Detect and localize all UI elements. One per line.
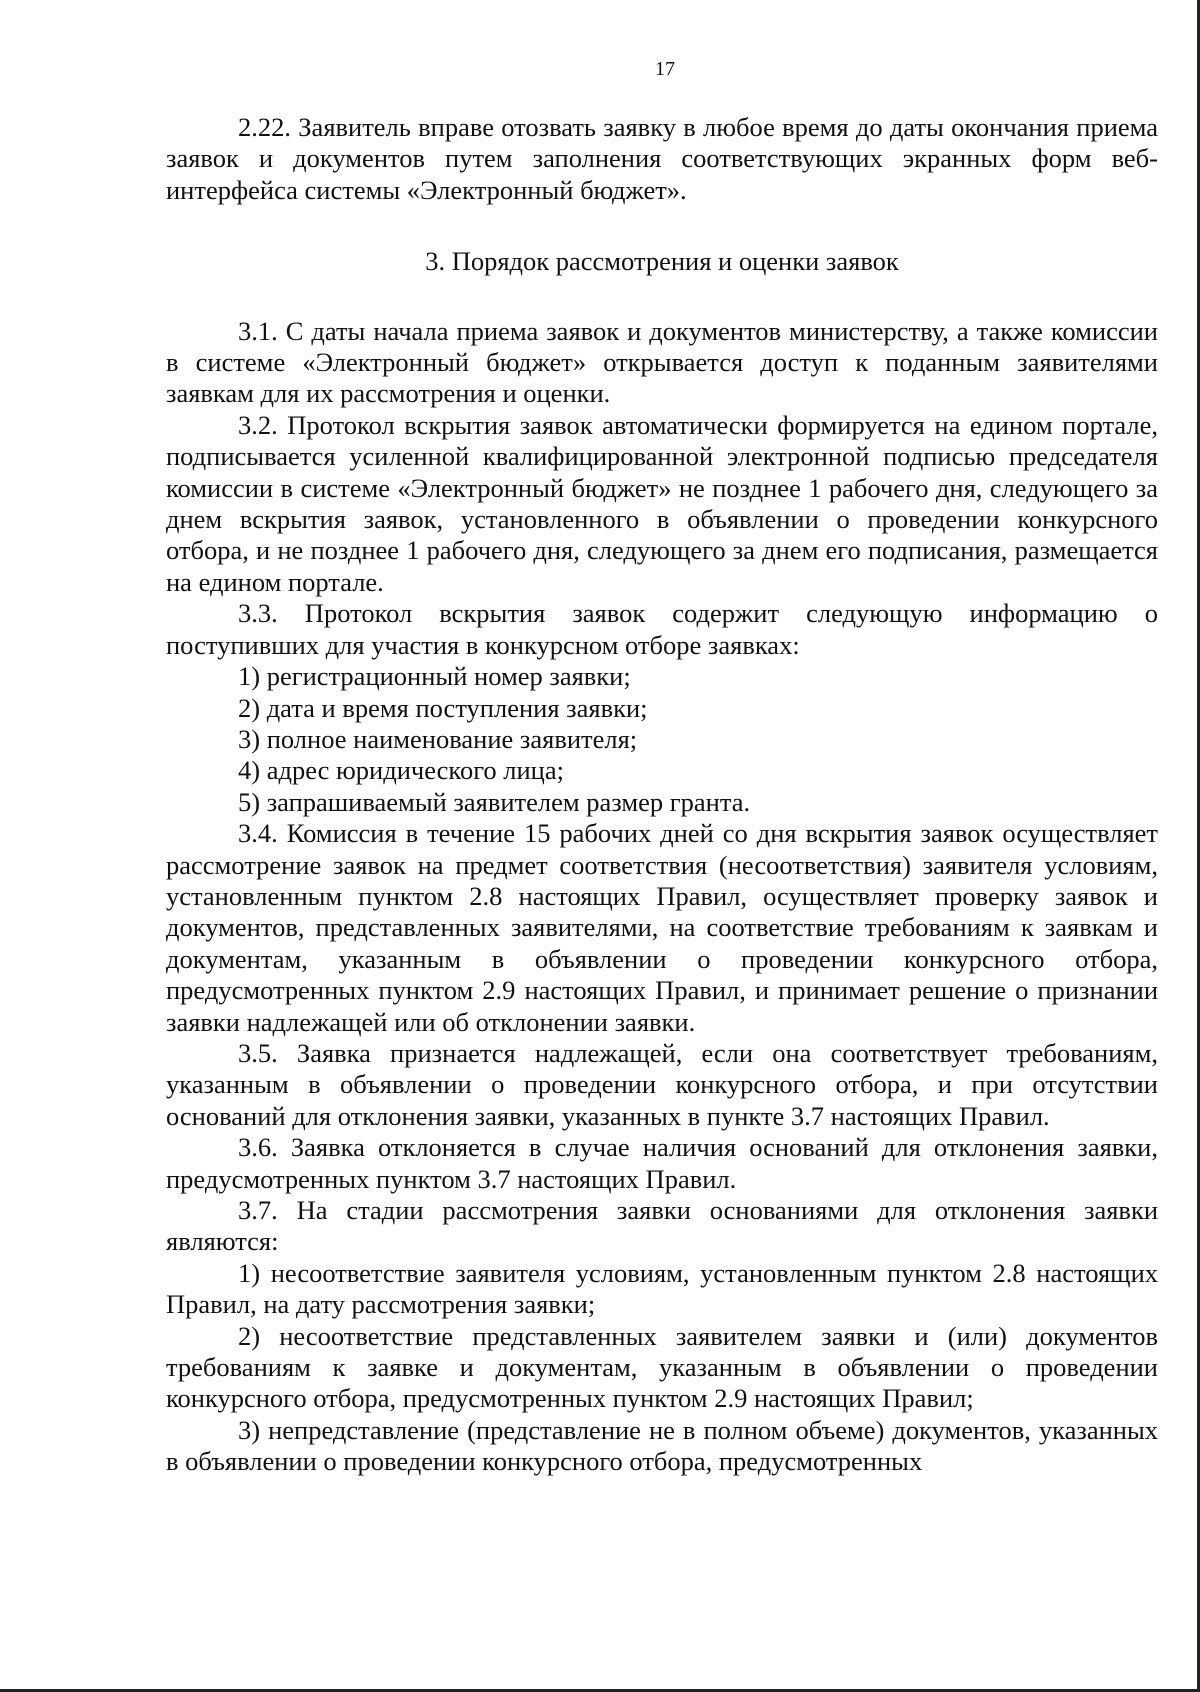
list-item-3-3-3: 3) полное наименование заявителя;: [238, 723, 638, 754]
paragraph-3-2: 3.2. Протокол вскрытия заявок автоматически формируется на едином портале, подписывается усиленной квалифицированной электронной подписью председателя комиссии в системе «Электронный бюджет» не позднее 1 рабочего дня, следующего за днем вскрытия заявок, установленного в объявлении о проведении конкурсного отбора, и не позднее 1 рабочего дня, следующего за днем его подписания, размещается на едином портале.: [166, 409, 1158, 597]
paragraph-3-5: 3.5. Заявка признается надлежащей, если она соответствует требованиям, указанным в объявлении о проведении конкурсного отбора, и при отсутствии оснований для отклонения заявки, указанных в пункте 3.7 настоящих Правил.: [166, 1037, 1158, 1131]
list-item-3-7-1: 1) несоответствие заявителя условиям, установленным пунктом 2.8 настоящих Правил, на дату рассмотрения заявки;: [166, 1257, 1158, 1320]
paragraph-3-1: 3.1. С даты начала приема заявок и документов министерству, а также комиссии в системе «Электронный бюджет» открывается доступ к поданным заявителями заявкам для их рассмотрения и оценки.: [166, 315, 1158, 409]
list-item-3-3-1: 1) регистрационный номер заявки;: [238, 661, 631, 692]
paragraph-3-7: 3.7. На стадии рассмотрения заявки основаниями для отклонения заявки являются:: [166, 1195, 1158, 1257]
page-number: 17: [655, 58, 675, 80]
list-item-3-3-2: 2) дата и время поступления заявки;: [238, 692, 648, 723]
section-heading: 3. Порядок рассмотрения и оценки заявок: [425, 246, 899, 277]
list-item-3-7-3: 3) непредставление (представление не в полном объеме) документов, указанных в объявлении о проведении конкурсного отбора, предусмотренных: [166, 1414, 1158, 1477]
list-item-3-3-5: 5) запрашиваемый заявителем размер гранта.: [238, 786, 751, 817]
list-item-3-7-2: 2) несоответствие представленных заявителем заявки и (или) документов требованиям к заявке и документам, указанным в объявлении о проведении конкурсного отбора, предусмотренных пунктом 2.9 настоящих Правил;: [166, 1320, 1158, 1414]
paragraph-2-22: 2.22. Заявитель вправе отозвать заявку в любое время до даты окончания приема заявок и документов путем заполнения соответствующих экранных форм веб-интерфейса системы «Электронный бюджет».: [166, 112, 1158, 205]
paragraph-3-6: 3.6. Заявка отклоняется в случае наличия оснований для отклонения заявки, предусмотренных пунктом 3.7 настоящих Правил.: [166, 1132, 1158, 1194]
document-body: [166, 112, 1158, 1478]
paragraph-3-3: 3.3. Протокол вскрытия заявок содержит следующую информацию о поступивших для участия в конкурсном отборе заявках:: [166, 598, 1158, 660]
list-item-3-3-4: 4) адрес юридического лица;: [238, 755, 564, 786]
paragraph-3-4: 3.4. Комиссия в течение 15 рабочих дней со дня вскрытия заявок осуществляет рассмотрение заявок на предмет соответствия (несоответствия) заявителя условиям, установленным пунктом 2.8 настоящих Правил, осуществляет проверку заявок и документов, представленных заявителями, на соответствие требованиям к заявкам и документам, указанным в объявлении о проведении конкурсного отбора, предусмотренных пунктом 2.9 настоящих Правил, и принимает решение о признании заявки надлежащей или об отклонении заявки.: [166, 818, 1158, 1037]
